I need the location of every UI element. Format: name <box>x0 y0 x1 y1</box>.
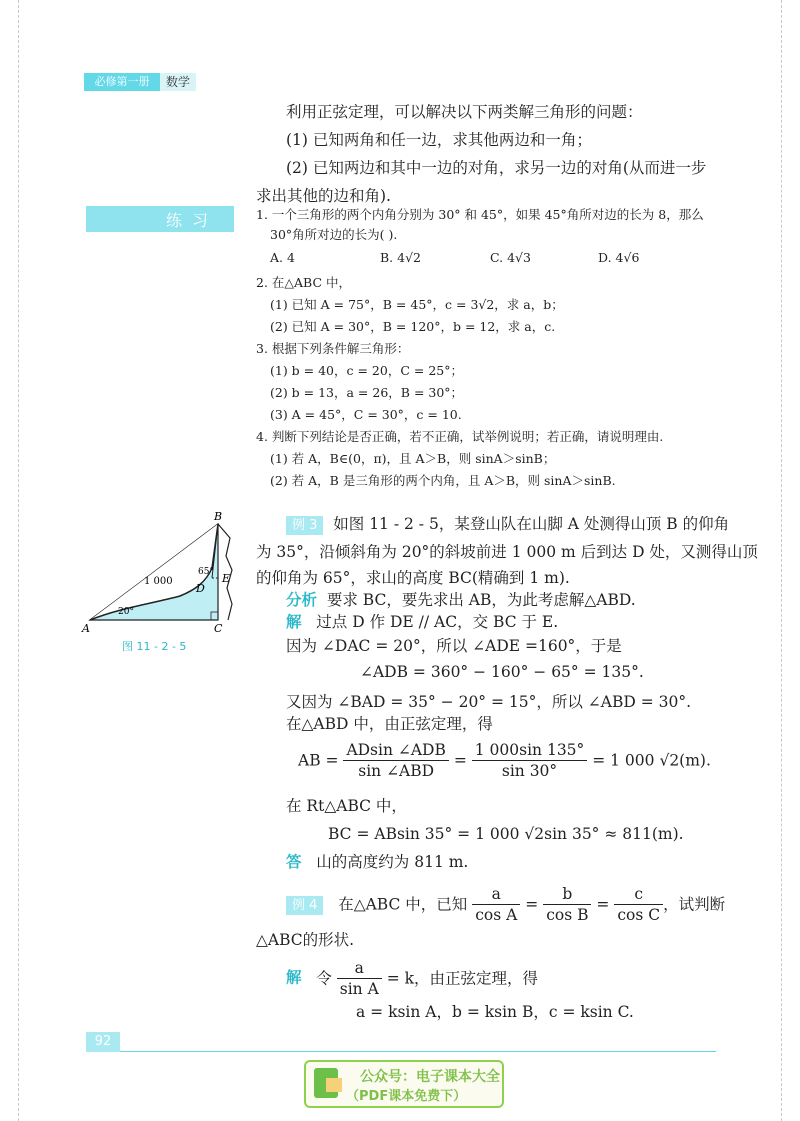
analysis-keyword: 分析 <box>286 591 318 609</box>
exercise-4-1: (1) 若 A，B∈(0，π)，且 A＞B，则 sinA＞sinB； <box>270 451 556 466</box>
exercise-3: 3. 根据下列条件解三角形： <box>256 341 410 356</box>
example3-solution-4: 又因为 ∠BAD = 35° − 20° = 15°，所以 ∠ABD = 30°. <box>286 693 692 711</box>
exercise-1-line-2: 30°角所对边的长为( ). <box>270 227 398 242</box>
watermark-banner <box>304 1060 504 1108</box>
example3-solution-6: 在 Rt△ABC 中， <box>286 797 407 815</box>
choice-c: C. 4√3 <box>490 250 531 265</box>
example4-line-1: 例 4 在△ABC 中，已知 $\frac{a}{\text{cos A}}$ = $\frac{b}{\text{cos B}}$ = $\frac{c}{\text{cos C}}$ ，试判断 <box>286 884 725 925</box>
page-border-right <box>781 0 782 1121</box>
intro-line-4: 求出其他的边和角). <box>256 187 391 205</box>
subject-tag: 数学 <box>160 73 196 91</box>
example4-badge: 例 4 <box>286 896 323 915</box>
example3-answer: 答 山的高度约为 811 m. <box>286 853 469 871</box>
label-a: A <box>82 622 90 635</box>
example3-analysis: 分析 要求 BC，要先求出 AB，为此考虑解△ABD. <box>286 591 636 609</box>
exercise-3-1: (1) b = 40，c = 20，C = 25°； <box>270 363 463 378</box>
example4-line-2: △ABC的形状. <box>256 931 355 949</box>
label-angle-65: 65° <box>198 567 214 577</box>
example3-badge: 例 3 <box>286 516 323 535</box>
example4-solution-2: a = ksin A，b = ksin B，c = ksin C. <box>356 1003 634 1021</box>
mountain-figure <box>80 508 250 638</box>
exercise-4-2: (2) 若 A，B 是三角形的两个内角，且 A＞B，则 sinA＞sinB. <box>270 473 616 488</box>
example3-line-3: 的仰角为 65°，求山的高度 BC(精确到 1 m). <box>256 569 570 587</box>
label-c: C <box>214 622 223 635</box>
exercise-3-2: (2) b = 13，a = 26，B = 30°； <box>270 385 464 400</box>
example3-solution-1: 解 过点 D 作 DE // AC，交 BC 于 E. <box>286 613 559 631</box>
page-number: 92 <box>86 1032 120 1052</box>
watermark-line-2: （PDF课本免费下） <box>346 1089 467 1104</box>
exercise-2-1: (1) 已知 A = 75°，B = 45°，c = 3√2，求 a，b； <box>270 297 564 312</box>
choice-b: B. 4√2 <box>380 250 422 265</box>
answer-keyword: 答 <box>286 853 302 871</box>
label-angle-20: 20° <box>118 607 134 617</box>
exercise-3-3: (3) A = 45°，C = 30°，c = 10. <box>270 407 462 422</box>
exercise-2: 2. 在△ABC 中， <box>256 275 351 290</box>
label-b: B <box>214 510 223 523</box>
intro-line-1: 利用正弦定理，可以解决以下两类解三角形的问题： <box>286 103 643 121</box>
page-border-left <box>18 0 19 1121</box>
intro-line-2: (1) 已知两角和任一边，求其他两边和一角； <box>286 131 592 149</box>
example4-solution-1: 解 令 $\frac{a}{\text{sin A}}$ = k，由正弦定理，得 <box>286 959 539 998</box>
solution-keyword: 解 <box>286 613 302 631</box>
example3-solution-2: 因为 ∠DAC = 20°，所以 ∠ADE =160°，于是 <box>286 637 622 655</box>
equation-ab: AB = $\frac{\text{ADsin ∠ADB}}{\text{sin ∠ABD}}$ = $\frac{1 000\sin 135^\circ}{\sin 30^\circ}$ = 1 000 √2(m). <box>298 741 711 780</box>
example3-line-1: 例 3 如图 11 - 2 - 5，某登山队在山脚 A 处测得山顶 B 的仰角 <box>286 510 729 540</box>
intro-line-3: (2) 已知两边和其中一边的对角，求另一边的对角(从而进一步 <box>286 159 707 177</box>
label-d: D <box>196 582 205 595</box>
example4-solution-keyword: 解 <box>286 968 302 987</box>
choice-d: D. 4√6 <box>598 250 640 265</box>
book-icon <box>314 1068 338 1098</box>
exercise-4: 4. 判断下列结论是否正确，若不正确，试举例说明；若正确，请说明理由. <box>256 429 664 444</box>
exercise-2-2: (2) 已知 A = 30°，B = 120°，b = 12，求 a，c. <box>270 319 556 334</box>
practice-label: 练习 <box>165 211 218 230</box>
exercise-1-line-1: 1. 一个三角形的两个内角分别为 30° 和 45°，如果 45°角所对边的长为 8，那么 <box>256 207 704 222</box>
label-distance: 1 000 <box>144 576 173 587</box>
footer-rule <box>120 1051 716 1052</box>
practice-banner <box>86 206 234 232</box>
example3-solution-5: 在△ABD 中，由正弦定理，得 <box>286 715 493 733</box>
label-e: E <box>222 572 231 585</box>
watermark-line-1: 公众号：电子课本大全 <box>360 1069 500 1085</box>
choice-a: A. 4 <box>270 250 295 265</box>
book-tag: 必修第一册 <box>84 73 160 91</box>
example3-solution-3: ∠ADB = 360° − 160° − 65° = 135°. <box>360 663 644 681</box>
figure-caption: 图 11 - 2 - 5 <box>122 640 187 653</box>
equation-bc: BC = ABsin 35° = 1 000 √2sin 35° ≈ 811(m). <box>328 825 684 843</box>
example3-line-2: 为 35°，沿倾斜角为 20°的斜坡前进 1 000 m 后到达 D 处，又测得山顶 <box>256 543 758 561</box>
